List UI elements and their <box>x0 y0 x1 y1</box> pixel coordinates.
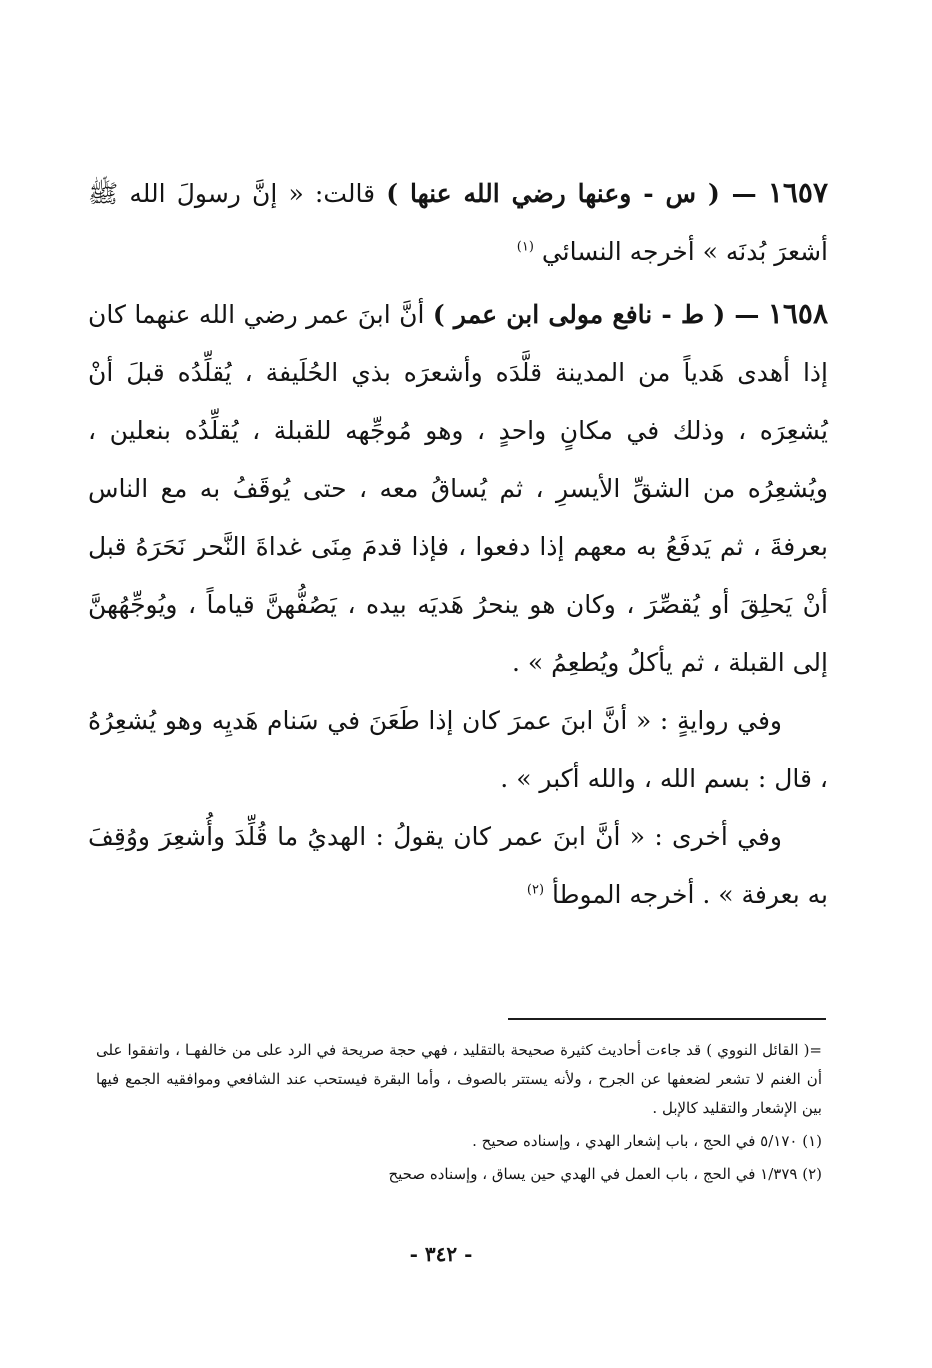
footnote-2: (٢) ١/٣٧٩ في الحج ، باب العمل في الهدي حين يساق ، وإسناده صحيح <box>388 1165 822 1183</box>
footnote-continuation: =( القائل النووي ) قد جاءت أحاديث كثيرة صحيحة بالتقليد ، فهي حجة صريحة في الرد على من خالفهـا ، واتفقوا على أن الغنم لا تشعر لضعفها عن الجرح ، ولأنه يستتر بالصوف ، وأما البقرة فيستحب عند الشافعي وموافقيه الجمع فيها بين الإشعار والتقليد كالإبل . <box>96 1041 822 1117</box>
narration-text: وفي أخرى : « أنَّ ابنَ عمر كان يقولُ : الهديُ ما قُلِّدَ وأُشعِرَ ووُقِفَ به بعرفة » . أخرجه الموطأ <box>88 822 828 909</box>
hadith-number: ١٦٥٨ <box>767 297 828 330</box>
footnote-ref-2: (٢) <box>526 882 545 898</box>
footnote-1: (١) ٥/١٧٠ في الحج ، باب إشعار الهدي ، وإسناده صحيح . <box>472 1132 822 1150</box>
hadith-source: — ( س - وعنها رضي الله عنها ) <box>386 179 757 208</box>
hadith-number: ١٦٥٧ <box>767 176 828 209</box>
page-number: - ٣٤٢ - <box>409 1242 473 1266</box>
main-text <box>88 160 828 924</box>
footnote-ref-1: (١) <box>516 239 534 255</box>
hadith-1658 <box>88 285 828 692</box>
hadith-source: — ( ط - نافع مولى ابن عمر ) <box>432 300 760 329</box>
footnotes <box>96 1036 822 1189</box>
narration-variant-2 <box>88 808 828 924</box>
narration-variant-1: وفي روايةٍ : « أنَّ ابنَ عمرَ كان إذا طَعَنَ في سَنام هَديِه وهو يُشعِرُهُ ، قال : بسم الله ، والله أكبر » . <box>88 706 828 793</box>
footnote-divider <box>508 1018 826 1020</box>
hadith-1657 <box>88 164 828 281</box>
hadith-text: قالت: « إنَّ رسولَ الله ﷺ أشعرَ بُدنَه » أخرجه النسائي <box>88 179 828 266</box>
hadith-text: أنَّ ابنَ عمر رضي الله عنهما كان إذا أهدى هَدياً من المدينة قلَّدَه وأشعرَه بذي الحُلَيفة ، يُقلِّدُه قبلَ أنْ يُشعِرَه ، وذلك في مكانٍ واحدٍ ، وهو مُوجِّهه للقبلة ، يُقلِّدُه بنعلين ، ويُشعِرُه من الشقِّ الأيسرِ ، ثم يُساقُ معه ، حتى يُوقَفُ به مع الناس بعرفةَ ، ثم يَدفَعُ به معهم إذا دفعوا ، فإذا قدمَ مِنَى غداةَ النَّحر نَحَرَهُ قبل أنْ يَحلِقَ أو يُقصِّرَ ، وكان هو ينحرُ هَديَه بيده ، يَصُفُّهنَّ قياماً ، ويُوجِّهُهنَّ إلى القبلة ، ثم يأكلُ ويُطعِمُ » . <box>88 300 828 677</box>
